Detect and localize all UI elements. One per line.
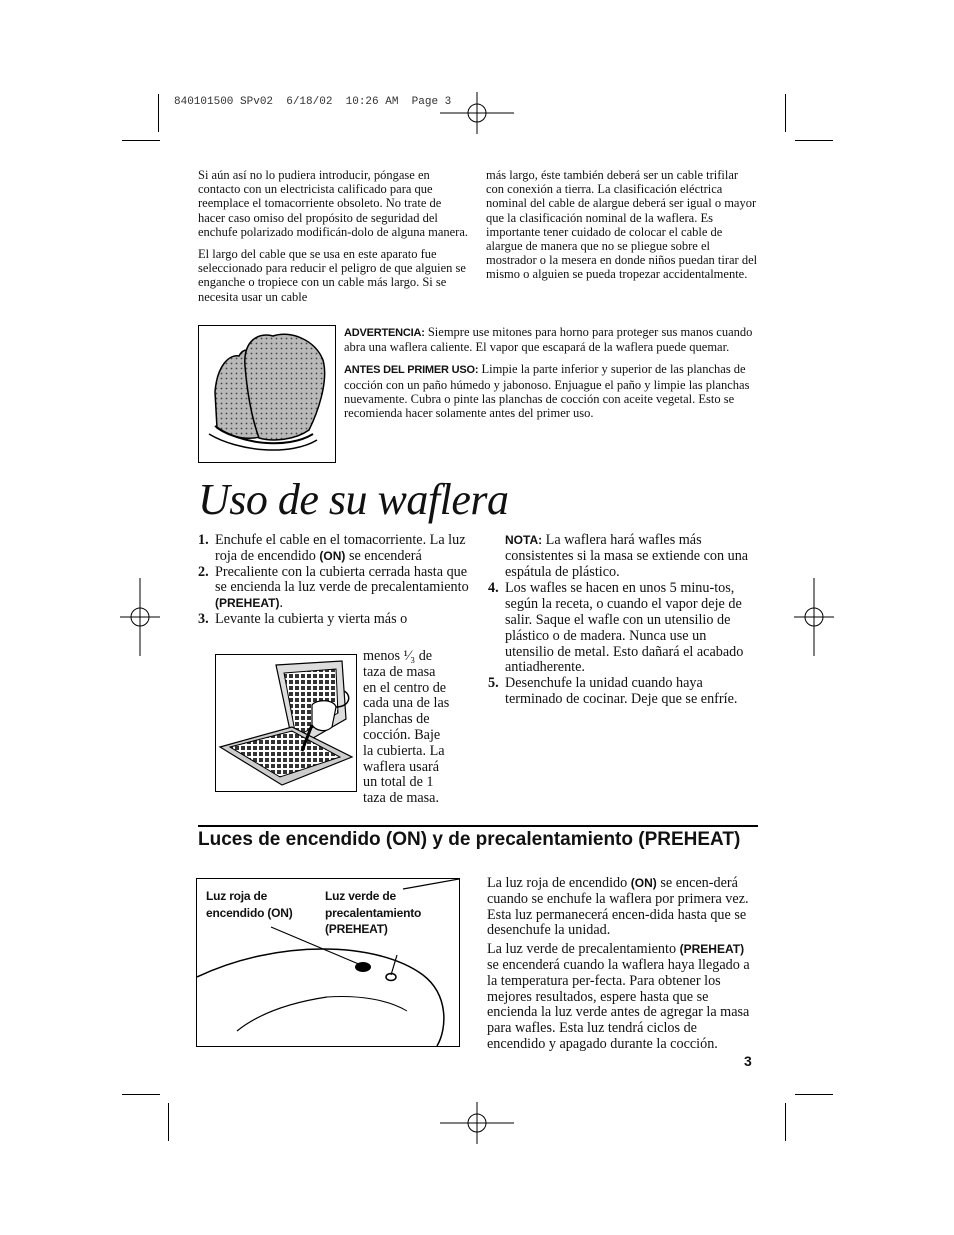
first-use-paragraph	[344, 362, 758, 420]
first-use-label: ANTES DEL PRIMER USO:	[344, 364, 479, 377]
intro-paragraph: más largo, éste también deberá ser un cable trifilar con conexión a tierra. La clasificación eléctrica nominal del cable de alargue deberá ser igual o mayor que la clasificación nominal de la waflera. Es importante tener cuidado de colocar el cable de alargue de manera que no se pliegue sobre el mostrador o la mesera en donde niños puedan tirar del mismo o alguien se pueda tropezar accidentalmente.	[486, 168, 758, 282]
lights-diagram	[196, 878, 460, 1047]
step-5	[488, 676, 758, 708]
oven-mitts-illustration	[198, 325, 336, 463]
warning-label: ADVERTENCIA:	[344, 327, 425, 339]
step-number: 2.	[198, 563, 209, 580]
step-text: un total de 1	[363, 774, 434, 791]
section-rule	[198, 825, 758, 827]
step-bold: (ON)	[319, 548, 346, 563]
warning-paragraph	[344, 325, 758, 354]
step-text: taza de masa	[363, 663, 436, 680]
lights-paragraph-on	[487, 876, 758, 939]
lights-text-span: se encenderá cuando la waflera haya llegado a la temperatura per-fecta. Para obtener los mejores resultados, espere hasta que se encienda la luz verde antes de agregar la masa para wafles. Esta luz tendrá ciclos de encendido y apagado durante la cocción.	[487, 956, 750, 1052]
step-text: .	[279, 595, 283, 612]
lights-paragraph-preheat	[487, 942, 758, 1053]
step-1	[198, 533, 470, 565]
lights-bold: (PREHEAT)	[679, 942, 745, 957]
waffle-maker-illustration	[215, 654, 357, 792]
step-4	[488, 581, 758, 676]
intro-paragraph: Si aún así no lo pudiera introducir, póngase en contacto con un electricista calificado para que reemplace el tomacorriente obsoleto. No trate de hacer caso omiso del propósito de seguridad del enchufe polarizado modificán-dolo de alguna manera.	[198, 168, 469, 239]
steps-column-2	[488, 533, 758, 708]
waffle-maker-icon	[216, 655, 356, 791]
step-3-wrap	[363, 649, 473, 807]
lights-text	[487, 876, 758, 1053]
step-2	[198, 565, 470, 612]
section-title: Uso de su waflera	[198, 475, 509, 524]
step-text: la cubierta. La	[363, 742, 445, 759]
step-text: cocción. Baje	[363, 726, 441, 743]
step-text: cada una de las	[363, 695, 450, 712]
lights-text-span: La luz verde de precalentamiento	[487, 941, 680, 958]
lights-text-span: La luz roja de encendido	[487, 875, 631, 891]
step-3	[198, 612, 470, 628]
step-text: taza de masa.	[363, 790, 440, 807]
step-number: 1.	[198, 532, 209, 548]
step-text: planchas de	[363, 711, 430, 728]
step-text: Enchufe el cable en el tomacorriente. La luz roja de encendido	[215, 532, 466, 564]
step-number: 4.	[488, 580, 499, 597]
header-slug: 840101500 SPv02 6/18/02 10:26 AM Page 3	[174, 96, 452, 108]
step-text: Los wafles se hacen en unos 5 minu-tos, según la receta, o cuando el vapor deje de salir. Saque el wafle con un utensilio de plástico o de madera. Nunca use un utensilio de metal. Esto dañará el acabado antiadherente.	[505, 580, 744, 676]
intro-column-2	[486, 168, 758, 290]
intro-paragraph: El largo del cable que se usa en este aparato fue seleccionado para reducir el peligro de que alguien se enganche o tropiece con un cable más largo. Si se necesita usar un cable	[198, 247, 466, 304]
warning-text: Siempre use mitones para horno para proteger sus manos cuando abra una waflera caliente. El vapor que escapará de la waflera puede quemar.	[344, 325, 753, 355]
step-text: Desenchufe la unidad cuando haya terminado de cocinar. Deje que se enfríe.	[505, 675, 738, 707]
intro-column-1	[198, 168, 470, 312]
step-text: Precaliente con la cubierta cerrada hasta que se encienda la luz verde de precalentamiento	[215, 563, 469, 596]
lights-text-span: se encen-derá cuando se enchufe la waflera por primera vez. Esta luz permanecerá encen-dida hasta que se desenchufe la unidad.	[487, 875, 749, 939]
steps-column-1	[198, 533, 470, 628]
lights-bold: (ON)	[630, 876, 657, 890]
first-use-text: Limpie la parte inferior y superior de las planchas de cocción con un paño húmedo y jabonoso. Enjuague el paño y limpie las planchas nuevamente. Cubra o pinte las planchas de cocción con aceite vegetal. Esto se recomienda hacer solamente antes del primer uso.	[344, 362, 750, 421]
step-number: 3.	[198, 610, 209, 627]
step-text: waflera usará	[363, 758, 440, 775]
step-number: 5.	[488, 675, 499, 692]
step-text: Levante la cubierta y vierta más o	[215, 610, 408, 627]
step-text: en el centro de	[363, 679, 447, 696]
step-text: menos ¹⁄₃ de	[363, 648, 433, 664]
note-label: NOTA:	[505, 533, 543, 547]
page-number: 3	[744, 1053, 752, 1069]
diagram-label-preheat: Luz verde de precalentamiento (PREHEAT)	[325, 889, 422, 936]
warning-block	[344, 325, 758, 420]
diagram-label-on: Luz roja de encendido (ON)	[206, 889, 293, 920]
step-bold: (PREHEAT)	[215, 596, 280, 611]
note-paragraph	[505, 533, 758, 580]
oven-mitt-icon	[199, 326, 335, 462]
lights-heading: Luces de encendido (ON) y de precalentamiento (PREHEAT)	[198, 829, 741, 850]
note-text: La waflera hará wafles más consistentes si la masa se extiende con una espátula de plástico.	[505, 532, 749, 580]
step-text: se encenderá	[345, 547, 422, 564]
